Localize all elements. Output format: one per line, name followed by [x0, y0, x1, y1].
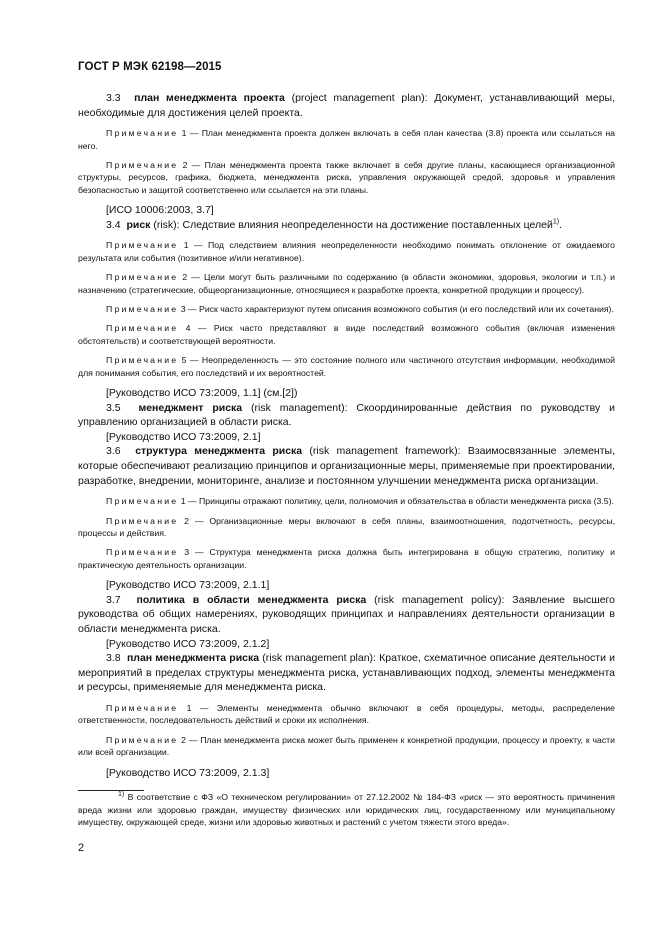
note-label: Примечание — [106, 515, 179, 526]
note-label: Примечание — [106, 703, 179, 713]
note-3-6-3 — [78, 546, 615, 571]
note-text: 1 — План менеджмента проекта должен включать в себя план качества (3.8) проекта или ссылаться на него. — [78, 128, 615, 151]
term-title: план менеджмента проекта — [134, 92, 285, 104]
document-header: ГОСТ Р МЭК 62198—2015 — [78, 61, 222, 73]
footnote — [78, 791, 615, 828]
source-3-6: [Руководство ИСО 73:2009, 2.1.1] — [106, 579, 270, 592]
term-definition: (risk management policy): Заявление высшего руководства об общих намерениях, руководящих принципах и направлениях деятельности организации в области менеджмента риска. — [78, 593, 615, 636]
term-title: менеджмент риска — [138, 401, 243, 414]
note-3-8-1 — [78, 702, 615, 727]
note-text: 4 — Риск часто представляют в виде последствий возможного события (включая изменения обстоятельств) и соответствующей вероятности. — [78, 323, 615, 346]
term-number: 3.4 — [106, 218, 121, 231]
term-title: план менеджмента риска — [126, 652, 260, 665]
term-end: . — [559, 218, 562, 231]
page-number: 2 — [78, 842, 85, 854]
note-text: 1 — Элементы менеджмента обычно включают в себя процедуры, методы, распределение ответственности, последовательность действий и сроки их исполнения. — [78, 703, 615, 726]
note-label: Примечание — [106, 160, 179, 170]
term-number: 3.3 — [106, 92, 121, 104]
term-number: 3.5 — [106, 401, 121, 414]
term-definition: (risk management plan): Краткое, схематичное описание деятельности и мероприятий в пределах структуры менеджмента риска, устанавливающих подход, элементы менеджмента и ресурсы, применяемые для менеджмента риска. — [78, 652, 615, 694]
note-text: 1 — Под следствием влияния неопределенности необходимо понимать отклонение от ожидаемого результата или события (позитивное и/или негативное). — [78, 240, 615, 263]
note-label: Примечание — [106, 240, 179, 251]
footnote-marker: 1) — [118, 791, 125, 799]
note-text: 2 — План менеджмента риска может быть применен к конкретной продукции, процессу и проекту, к части или всей организации. — [78, 734, 615, 758]
note-label: Примечание — [106, 323, 179, 334]
source-3-8: [Руководство ИСО 73:2009, 2.1.3] — [106, 766, 270, 779]
term-3-6 — [78, 444, 615, 488]
note-3-3-1 — [78, 127, 615, 152]
term-3-3 — [78, 91, 615, 120]
note-3-4-2 — [78, 271, 615, 296]
note-3-4-4 — [78, 322, 615, 347]
footnote-text: В соответствие с ФЗ «О техническом регулировании» от 27.12.2002 № 184-ФЗ «риск — это вероятность причинения вреда жизни или здоровью граждан, имуществу физических или юридических лиц, государственному или муниципальному имуществу, окружающей среде, жизни или здоровью животных и растений с учетом тяжести этого вреда». — [78, 792, 615, 828]
note-label: Примечание — [106, 128, 179, 139]
note-label: Примечание — [106, 734, 179, 745]
source-3-4: [Руководство ИСО 73:2009, 1.1] (см.[2]) — [106, 387, 298, 400]
source-3-7: [Руководство ИСО 73:2009, 2.1.2] — [106, 637, 270, 650]
term-number: 3.6 — [106, 445, 121, 458]
note-3-3-2 — [78, 159, 615, 196]
note-label: Примечание — [106, 272, 179, 283]
note-text: 5 — Неопределенность — это состояние полного или частичного отсутствия информации, необходимой для понимания события, его последствий и их вероятностей. — [78, 355, 615, 378]
term-title: структура менеджмента риска — [135, 445, 303, 458]
note-text: 2 — Цели могут быть различными по содержанию (в области экономики, здоровья, экологии и т.п.) и назначению (стратегические, общеорганизационные, относящиеся к разработке проекта, конкретной продукции и процессу). — [78, 272, 615, 295]
note-label: Примечание — [106, 496, 179, 507]
term-number: 3.7 — [106, 593, 121, 606]
term-title: риск — [126, 218, 151, 231]
note-3-6-2 — [78, 515, 615, 540]
term-definition: (risk management framework): Взаимосвязанные элементы, которые обеспечивают реализацию принципов и организационные меры, применяемые при проектировании, разработке, внедрении, мониторинге, анализе и постоянном улучшении менеджмента риска организации. — [78, 445, 615, 487]
note-text: 3 — Структура менеджмента риска должна быть интегрирована в общую стратегию, политику и практическую деятельность организации. — [78, 547, 615, 570]
term-3-4 — [78, 218, 615, 233]
source-3-5: [Руководство ИСО 73:2009, 2.1] — [106, 430, 261, 443]
note-label: Примечание — [106, 304, 179, 315]
term-3-7 — [78, 593, 615, 637]
term-definition: (risk): Следствие влияния неопределенности на достижение поставленных целей — [150, 218, 553, 231]
term-3-5 — [78, 401, 615, 430]
document-body — [78, 91, 615, 828]
note-3-4-5 — [78, 354, 615, 379]
note-3-4-3 — [78, 303, 615, 315]
note-text: 2 — План менеджмента проекта также включает в себя другие планы, касающиеся организационной структуры, ресурсов, графика, бюджета, менеджмента риска, управления окружающей средой, здоровья и управления безопасностью и защитой соответственно или ссылается на эти планы. — [78, 160, 615, 195]
note-3-8-2 — [78, 734, 615, 759]
note-label: Примечание — [106, 355, 179, 366]
note-3-6-1 — [78, 495, 615, 507]
source-3-3: [ИСО 10006:2003, 3.7] — [106, 204, 214, 217]
note-text: 3 — Риск часто характеризуют путем описания возможного события (и его последствий или их сочетания). — [178, 304, 614, 315]
term-title: политика в области менеджмента риска — [136, 593, 367, 606]
note-text: 1 — Принципы отражают политику, цели, полномочия и обязательства в области менеджмента риска (3.5). — [178, 496, 614, 507]
note-label: Примечание — [106, 547, 179, 558]
term-definition: (project management plan): Документ, устанавливающий меры, необходимые для достижения целей проекта. — [78, 92, 616, 119]
footnote-reference: 1) — [552, 218, 560, 226]
note-text: 2 — Организационные меры включают в себя планы, взаимоотношения, подотчетность, ресурсы, процессы и действия. — [78, 515, 615, 539]
term-definition: (risk management): Скоординированные действия по руководству и управлению организацией в области риска. — [78, 401, 615, 429]
term-number: 3.8 — [106, 652, 121, 665]
term-3-8 — [78, 651, 615, 695]
note-3-4-1 — [78, 239, 615, 264]
